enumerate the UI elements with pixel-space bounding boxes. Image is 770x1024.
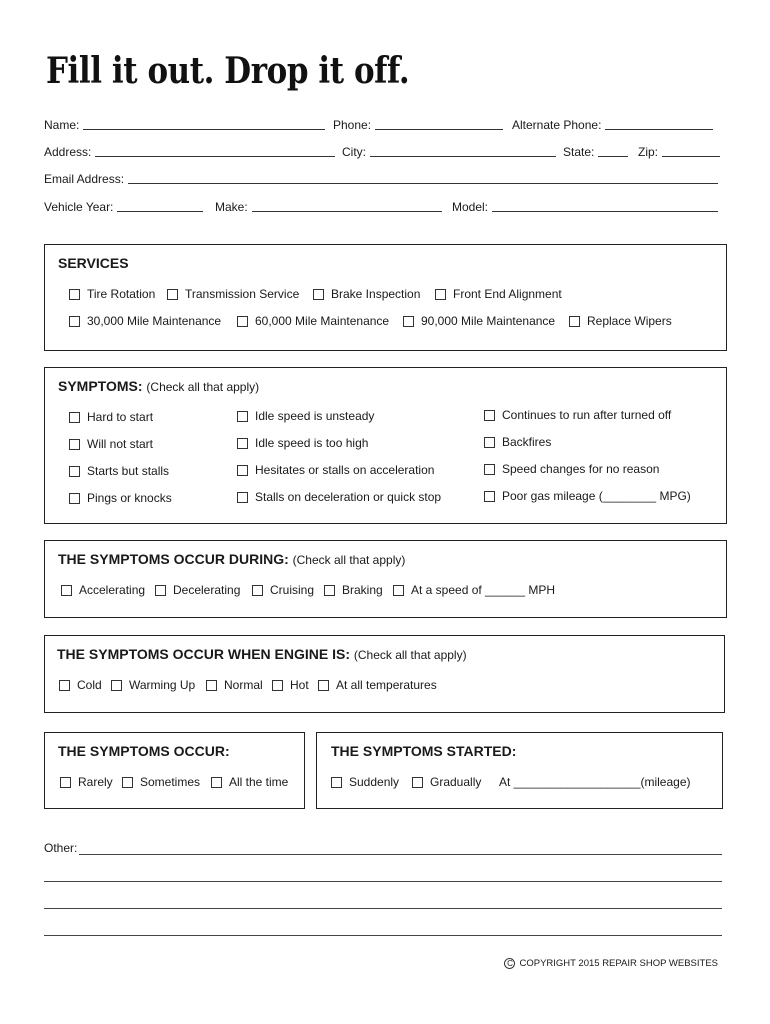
checkbox-suddenly[interactable]	[331, 775, 399, 789]
checkbox-label: Idle speed is unsteady	[255, 409, 375, 423]
checkbox-label: 60,000 Mile Maintenance	[255, 314, 390, 328]
checkbox-square[interactable]	[237, 438, 248, 449]
other-line-2[interactable]	[44, 880, 722, 882]
address-label: Address:	[44, 145, 92, 159]
checkbox-decelerating[interactable]	[155, 583, 240, 597]
checkbox-label: Speed changes for no reason	[502, 462, 660, 476]
checkbox-60000-mile[interactable]	[237, 314, 389, 328]
checkbox-label: Normal	[224, 678, 263, 692]
services-title: SERVICES	[58, 255, 129, 271]
alt-phone-field[interactable]	[512, 118, 717, 132]
symptoms-title	[58, 378, 259, 394]
checkbox-label: Hot	[290, 678, 309, 692]
checkbox-square[interactable]	[318, 680, 329, 691]
checkbox-poor-gas-mileage[interactable]	[484, 489, 691, 503]
zip-label: Zip:	[638, 145, 659, 159]
checkbox-label: At a speed of ______ MPH	[411, 583, 556, 597]
checkbox-square[interactable]	[393, 585, 404, 596]
checkbox-square[interactable]	[122, 777, 133, 788]
during-subtitle: (Check all that apply)	[292, 553, 406, 567]
checkbox-at-speed[interactable]	[393, 583, 555, 597]
email-blank[interactable]	[128, 172, 718, 184]
state-field[interactable]	[563, 145, 632, 159]
checkbox-label: Accelerating	[79, 583, 146, 597]
other-line-3[interactable]	[44, 907, 722, 909]
make-blank[interactable]	[252, 200, 442, 212]
checkbox-replace-wipers[interactable]	[569, 314, 672, 328]
checkbox-label: At all temperatures	[336, 678, 437, 692]
checkbox-idle-too-high[interactable]	[237, 436, 368, 450]
checkbox-backfires[interactable]	[484, 435, 551, 449]
checkbox-label: Stalls on deceleration or quick stop	[255, 490, 442, 504]
checkbox-gradually[interactable]	[412, 775, 481, 789]
during-title	[58, 551, 405, 567]
alt-phone-label: Alternate Phone:	[512, 118, 602, 132]
checkbox-square[interactable]	[313, 289, 324, 300]
checkbox-label: Hesitates or stalls on acceleration	[255, 463, 435, 477]
checkbox-label: Pings or knocks	[87, 491, 172, 505]
other-label: Other:	[44, 841, 78, 855]
checkbox-label: Poor gas mileage (________ MPG)	[502, 489, 691, 503]
checkbox-label: Cruising	[270, 583, 315, 597]
checkbox-square[interactable]	[569, 316, 580, 327]
checkbox-label: Idle speed is too high	[255, 436, 369, 450]
vehicle-year-field[interactable]	[44, 200, 207, 214]
occur-title: THE SYMPTOMS OCCUR:	[58, 743, 230, 759]
checkbox-square[interactable]	[403, 316, 414, 327]
checkbox-cold[interactable]	[59, 678, 102, 692]
page-title: Fill it out. Drop it off.	[46, 50, 410, 92]
checkbox-label: Starts but stalls	[87, 464, 170, 478]
checkbox-transmission-service[interactable]	[167, 287, 299, 301]
checkbox-square[interactable]	[252, 585, 263, 596]
checkbox-label: Front End Alignment	[453, 287, 562, 301]
checkbox-label: Rarely	[78, 775, 113, 789]
checkbox-label: Brake Inspection	[331, 287, 421, 301]
checkbox-90000-mile[interactable]	[403, 314, 555, 328]
checkbox-sometimes[interactable]	[122, 775, 200, 789]
other-line-4[interactable]	[44, 934, 722, 936]
phone-field[interactable]	[333, 118, 507, 132]
checkbox-label: Braking	[342, 583, 383, 597]
checkbox-square[interactable]	[111, 680, 122, 691]
copyright-text: COPYRIGHT 2015 REPAIR SHOP WEBSITES	[519, 958, 718, 969]
checkbox-square[interactable]	[59, 680, 70, 691]
email-field[interactable]	[44, 172, 722, 186]
checkbox-label: 90,000 Mile Maintenance	[421, 314, 556, 328]
state-label: State:	[563, 145, 595, 159]
checkbox-square[interactable]	[237, 465, 248, 476]
engine-title	[57, 646, 467, 662]
checkbox-square[interactable]	[237, 492, 248, 503]
checkbox-square[interactable]	[484, 410, 495, 421]
engine-subtitle: (Check all that apply)	[353, 648, 467, 662]
checkbox-idle-unsteady[interactable]	[237, 409, 374, 423]
checkbox-square[interactable]	[69, 493, 80, 504]
checkbox-30000-mile[interactable]	[69, 314, 221, 328]
checkbox-hard-to-start[interactable]	[69, 410, 153, 424]
checkbox-square[interactable]	[484, 491, 495, 502]
vehicle-year-label: Vehicle Year:	[44, 200, 114, 214]
checkbox-label: Gradually	[430, 775, 482, 789]
checkbox-pings-or-knocks[interactable]	[69, 491, 172, 505]
checkbox-square[interactable]	[69, 439, 80, 450]
city-blank[interactable]	[370, 145, 556, 157]
other-line-1[interactable]	[79, 853, 722, 855]
checkbox-square[interactable]	[69, 466, 80, 477]
checkbox-label: Cold	[77, 678, 102, 692]
symptoms-subtitle: (Check all that apply)	[146, 380, 260, 394]
checkbox-square[interactable]	[206, 680, 217, 691]
checkbox-tire-rotation[interactable]	[69, 287, 155, 301]
checkbox-brake-inspection[interactable]	[313, 287, 420, 301]
city-label: City:	[342, 145, 366, 159]
zip-blank[interactable]	[662, 145, 720, 157]
symptoms-heading: SYMPTOMS:	[58, 378, 143, 394]
checkbox-square[interactable]	[69, 289, 80, 300]
checkbox-square[interactable]	[69, 316, 80, 327]
make-label: Make:	[215, 200, 248, 214]
checkbox-label: All the time	[229, 775, 289, 789]
checkbox-label: Decelerating	[173, 583, 241, 597]
checkbox-braking[interactable]	[324, 583, 383, 597]
checkbox-will-not-start[interactable]	[69, 437, 153, 451]
name-field[interactable]	[44, 118, 329, 132]
make-field[interactable]	[215, 200, 446, 214]
checkbox-square[interactable]	[237, 411, 248, 422]
checkbox-label: 30,000 Mile Maintenance	[87, 314, 222, 328]
engine-heading: THE SYMPTOMS OCCUR WHEN ENGINE IS:	[57, 646, 350, 662]
address-field[interactable]	[44, 145, 339, 159]
checkbox-label: Replace Wipers	[587, 314, 672, 328]
vehicle-year-blank[interactable]	[117, 200, 203, 212]
checkbox-square[interactable]	[60, 777, 71, 788]
email-label: Email Address:	[44, 172, 125, 186]
checkbox-rarely[interactable]	[60, 775, 113, 789]
copyright-icon: C	[504, 958, 515, 969]
checkbox-square[interactable]	[435, 289, 446, 300]
started-title: THE SYMPTOMS STARTED:	[331, 743, 517, 759]
checkbox-square[interactable]	[412, 777, 423, 788]
name-label: Name:	[44, 118, 80, 132]
checkbox-square[interactable]	[61, 585, 72, 596]
alt-phone-blank[interactable]	[605, 118, 713, 130]
checkbox-square[interactable]	[211, 777, 222, 788]
checkbox-square[interactable]	[331, 777, 342, 788]
checkbox-stalls-deceleration[interactable]	[237, 490, 441, 504]
checkbox-square[interactable]	[484, 437, 495, 448]
checkbox-square[interactable]	[272, 680, 283, 691]
checkbox-square[interactable]	[324, 585, 335, 596]
checkbox-label: Suddenly	[349, 775, 400, 789]
checkbox-normal[interactable]	[206, 678, 263, 692]
checkbox-square[interactable]	[69, 412, 80, 423]
started-mileage-field[interactable]: At ___________________(mileage)	[499, 775, 691, 789]
phone-label: Phone:	[333, 118, 372, 132]
checkbox-square[interactable]	[484, 464, 495, 475]
zip-field[interactable]	[638, 145, 724, 159]
model-field[interactable]	[452, 200, 722, 214]
state-blank[interactable]	[598, 145, 628, 157]
checkbox-starts-but-stalls[interactable]	[69, 464, 169, 478]
checkbox-square[interactable]	[167, 289, 178, 300]
checkbox-hesitates-acceleration[interactable]	[237, 463, 434, 477]
checkbox-label: Sometimes	[140, 775, 201, 789]
during-heading: THE SYMPTOMS OCCUR DURING:	[58, 551, 289, 567]
checkbox-front-end-alignment[interactable]	[435, 287, 562, 301]
checkbox-label: Continues to run after turned off	[502, 408, 672, 422]
checkbox-label: Backfires	[502, 435, 552, 449]
checkbox-warming-up[interactable]	[111, 678, 195, 692]
checkbox-all-temperatures[interactable]	[318, 678, 437, 692]
checkbox-runs-after-off[interactable]	[484, 408, 671, 422]
checkbox-cruising[interactable]	[252, 583, 314, 597]
checkbox-hot[interactable]	[272, 678, 309, 692]
checkbox-square[interactable]	[155, 585, 166, 596]
checkbox-label: Transmission Service	[185, 287, 300, 301]
checkbox-all-the-time[interactable]	[211, 775, 288, 789]
address-blank[interactable]	[95, 145, 335, 157]
checkbox-speed-changes[interactable]	[484, 462, 659, 476]
city-field[interactable]	[342, 145, 560, 159]
copyright-notice	[504, 958, 718, 969]
checkbox-label: Warming Up	[129, 678, 196, 692]
name-blank[interactable]	[83, 118, 325, 130]
checkbox-label: Tire Rotation	[87, 287, 156, 301]
checkbox-label: Hard to start	[87, 410, 154, 424]
checkbox-accelerating[interactable]	[61, 583, 145, 597]
checkbox-square[interactable]	[237, 316, 248, 327]
checkbox-label: Will not start	[87, 437, 154, 451]
phone-blank[interactable]	[375, 118, 503, 130]
model-label: Model:	[452, 200, 489, 214]
model-blank[interactable]	[492, 200, 718, 212]
